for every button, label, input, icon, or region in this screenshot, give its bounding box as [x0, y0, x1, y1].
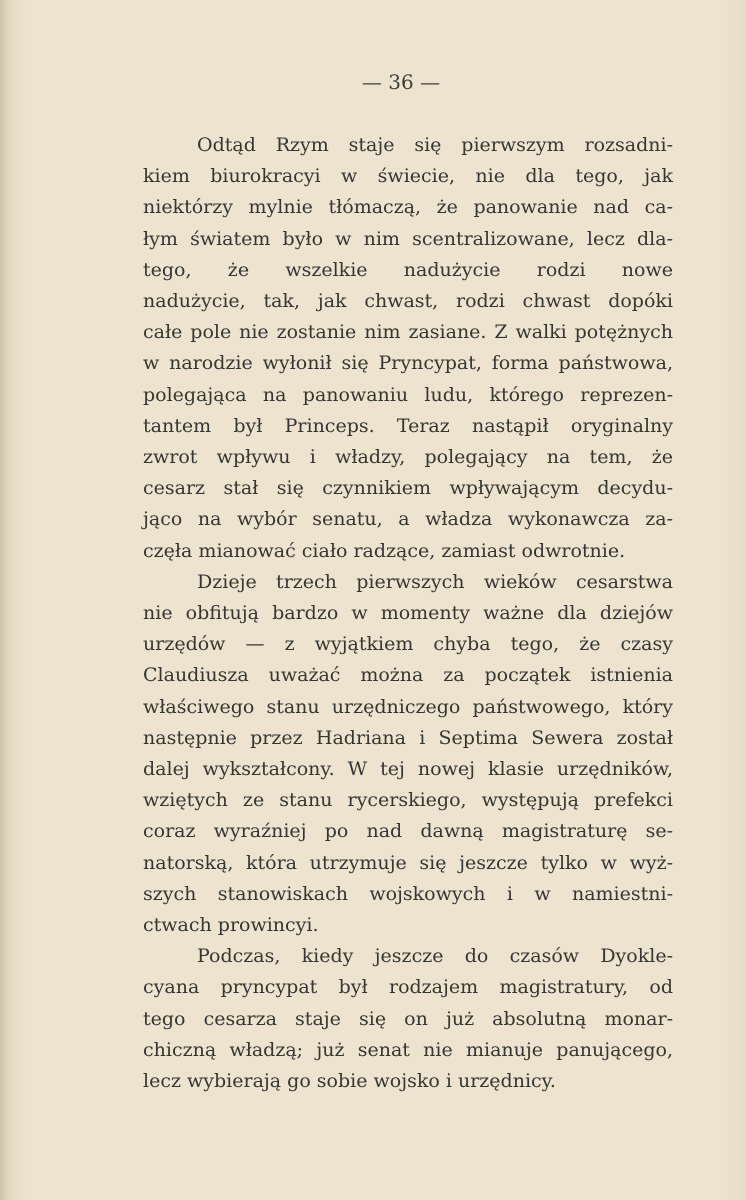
- page-number: — 36 —: [361, 70, 441, 94]
- text-line: zwrot wpływu i władzy, polegający na tem, że: [143, 446, 673, 469]
- text-line: tego, że wszelkie nadużycie rodzi nowe: [143, 258, 673, 281]
- text-line: cesarz stał się czynnikiem wpływającym decydu-: [143, 477, 673, 500]
- paragraph-1: [143, 130, 673, 567]
- text-line: szych stanowiskach wojskowych i w namiestni-: [143, 882, 673, 905]
- text-line: Podczas, kiedy jeszcze do czasów Dyokle-: [197, 945, 673, 968]
- text-line: Dzieje trzech pierwszych wieków cesarstwa: [197, 570, 673, 593]
- text-line: chiczną władzą; już senat nie mianuje panującego,: [143, 1038, 673, 1061]
- text-line: Odtąd Rzym staje się pierwszym rozsadni-: [197, 134, 673, 156]
- text-line: właściwego stanu urzędniczego państwowego, który: [143, 695, 673, 718]
- text-line: tego cesarza staje się on już absolutną monar-: [143, 1007, 673, 1030]
- text-line: wziętych ze stanu rycerskiego, występują prefekci: [143, 789, 673, 812]
- text-line: dalej wykształcony. W tej nowej klasie urzędników,: [143, 758, 673, 781]
- paragraph-2: [143, 567, 673, 941]
- text-line: lecz wybierają go sobie wojsko i urzędnicy.: [143, 1070, 556, 1093]
- text-line: coraz wyraźniej po nad dawną magistraturę se-: [143, 820, 673, 843]
- text-line: Claudiusza uważać można za początek istnienia: [143, 664, 673, 687]
- text-line: urzędów — z wyjątkiem chyba tego, że czasy: [143, 633, 673, 656]
- text-line: cyana pryncypat był rodzajem magistratury, od: [143, 976, 673, 999]
- text-line: nie obfitują bardzo w momenty ważne dla dziejów: [143, 602, 673, 625]
- text-line: ctwach prowincyi.: [143, 914, 319, 937]
- text-line: kiem biurokracyi w świecie, nie dla tego, jak: [143, 165, 673, 188]
- text-line: całe pole nie zostanie nim zasiane. Z walki potężnych: [143, 321, 673, 344]
- text-line: częła mianować ciało radzące, zamiast odwrotnie.: [143, 539, 626, 562]
- text-line: niektórzy mylnie tłómaczą, że panowanie nad ca-: [143, 196, 673, 219]
- text-line: tantem był Princeps. Teraz nastąpił oryginalny: [143, 414, 673, 437]
- paragraph-3: [143, 941, 673, 1097]
- text-line: w narodzie wyłonił się Pryncypat, forma państwowa,: [143, 352, 673, 375]
- text-line: łym światem było w nim scentralizowane, lecz dla-: [143, 227, 673, 250]
- text-line: natorską, która utrzymuje się jeszcze tylko w wyż-: [143, 851, 673, 874]
- text-line: jąco na wybór senatu, a władza wykonawcza za-: [143, 508, 673, 531]
- text-line: polegająca na panowaniu ludu, którego reprezen-: [143, 383, 673, 406]
- text-line: następnie przez Hadriana i Septima Sewera został: [143, 726, 673, 749]
- body-text: [143, 130, 673, 1097]
- text-line: nadużycie, tak, jak chwast, rodzi chwast dopóki: [143, 290, 673, 313]
